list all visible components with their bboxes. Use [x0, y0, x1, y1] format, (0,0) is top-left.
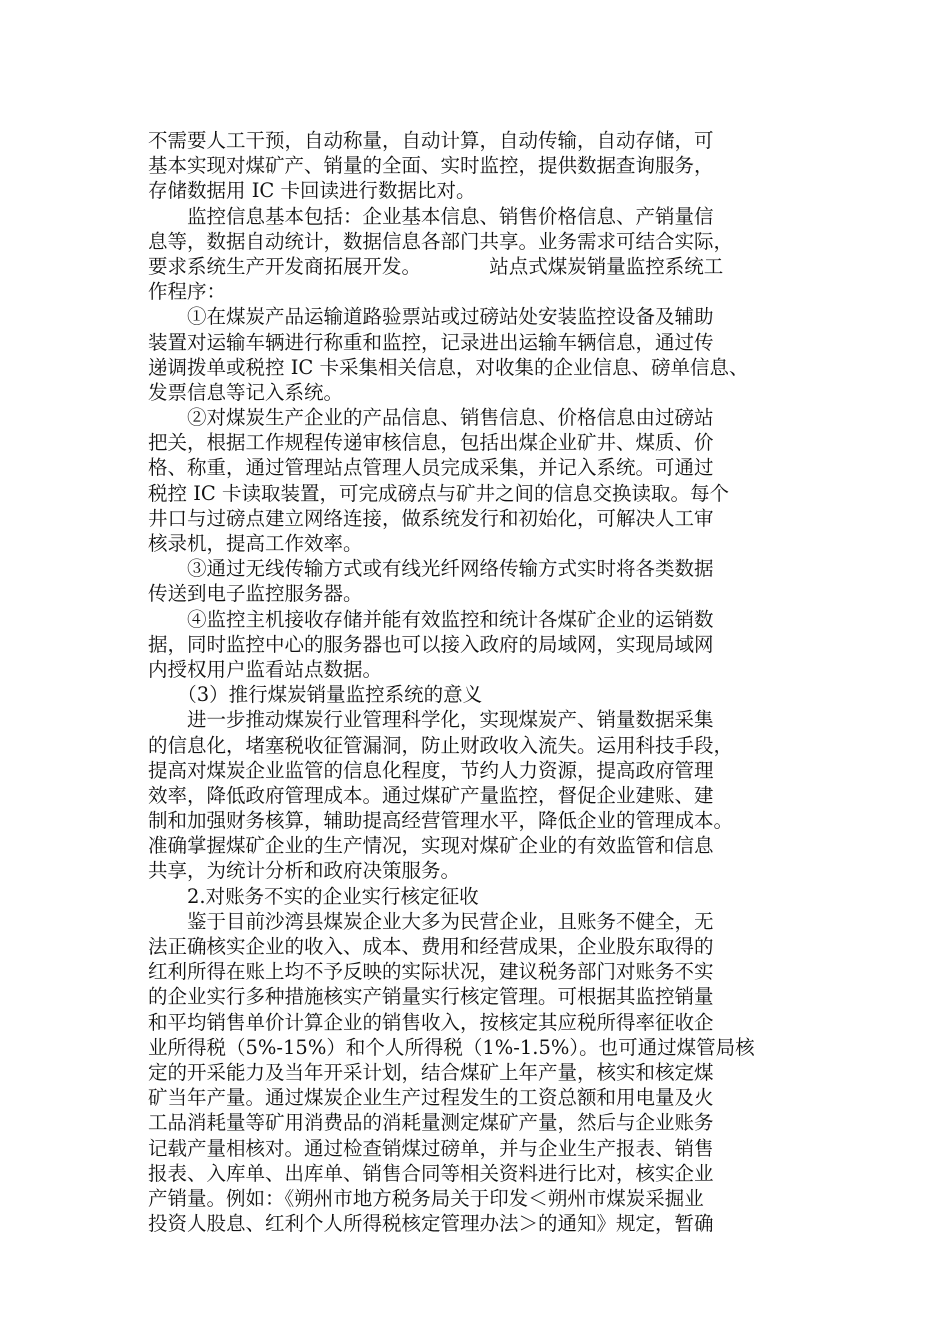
text-line: 把关，根据工作规程传递审核信息，包括出煤企业矿井、煤质、价: [148, 431, 714, 455]
text-line: 报表、入库单、出库单、销售合同等相关资料进行比对，核实企业: [148, 1161, 714, 1185]
text-line: 定的开采能力及当年开采计划，结合煤矿上年产量，核实和核定煤: [148, 1060, 714, 1084]
text-line: 不需要人工干预，自动称量，自动计算，自动传输，自动存储，可: [148, 129, 714, 152]
text-line: 制和加强财务核算，辅助提高经营管理水平，降低企业的管理成本。: [148, 809, 734, 833]
text-line: 2.对账务不实的企业实行核定征收: [148, 884, 479, 908]
text-line: 息等，数据自动统计，数据信息各部门共享。业务需求可结合实际，: [148, 229, 734, 253]
text-line: 税控 IC 卡读取装置，可完成磅点与矿井之间的信息交换读取。每个: [148, 481, 730, 505]
text-line: 提高对煤炭企业监管的信息化程度，节约人力资源，提高政府管理: [148, 758, 714, 782]
text-line: 法正确核实企业的收入、成本、费用和经营成果，企业股东取得的: [148, 935, 714, 958]
text-line: 装置对运输车辆进行称重和监控，记录进出运输车辆信息，通过传: [148, 330, 714, 354]
text-line: 据，同时监控中心的服务器也可以接入政府的局域网，实现局域网: [148, 632, 714, 656]
text-line: 共享，为统计分析和政府决策服务。: [148, 859, 461, 883]
text-line: 发票信息等记入系统。: [148, 380, 344, 404]
text-line: 的企业实行多种措施核实产销量实行核定管理。可根据其监控销量: [148, 985, 714, 1009]
text-line: （3）推行煤炭销量监控系统的意义: [148, 683, 483, 707]
text-line: 格、称重，通过管理站点管理人员完成采集，并记入系统。可通过: [148, 456, 714, 480]
text-line: 井口与过磅点建立网络连接，做系统发行和初始化，可解决人工审: [148, 506, 714, 530]
text-line: ②对煤炭生产企业的产品信息、销售信息、价格信息由过磅站: [148, 406, 714, 430]
text-line: 的信息化，堵塞税收征管漏洞，防止财政收入流失。运用科技手段，: [148, 733, 734, 757]
text-line: 内授权用户监看站点数据。: [148, 657, 383, 681]
text-line: 基本实现对煤矿产、销量的全面、实时监控，提供数据查询服务，: [148, 154, 714, 178]
text-line: 工品消耗量等矿用消费品的消耗量测定煤矿产量，然后与企业账务: [148, 1111, 714, 1135]
text-line: 鉴于目前沙湾县煤炭企业大多为民营企业，且账务不健全，无: [148, 909, 714, 933]
text-line: 业所得税（5%-15%）和个人所得税（1%-1.5%）。也可通过煤管局核: [148, 1035, 755, 1059]
text-line: 产销量。例如：《朔州市地方税务局关于印发＜朔州市煤炭采掘业: [148, 1186, 704, 1210]
text-line: 记载产量相核对。通过检查销煤过磅单，并与企业生产报表、销售: [148, 1136, 714, 1160]
text-line: 进一步推动煤炭行业管理科学化，实现煤炭产、销量数据采集: [148, 708, 714, 732]
text-line: 投资人股息、红利个人所得税核定管理办法＞的通知》规定，暂确: [148, 1212, 714, 1236]
text-line: 准确掌握煤矿企业的生产情况，实现对煤矿企业的有效监管和信息: [148, 834, 714, 858]
text-line: ③通过无线传输方式或有线光纤网络传输方式实时将各类数据: [148, 557, 714, 581]
text-line: 传送到电子监控服务器。: [148, 582, 363, 606]
text-line: 存储数据用 IC 卡回读进行数据比对。: [148, 179, 476, 203]
text-line: 红利所得在账上均不予反映的实际状况，建议税务部门对账务不实: [148, 960, 714, 984]
text-line: 和平均销售单价计算企业的销售收入，按核定其应税所得率征收企: [148, 1010, 714, 1034]
text-line: 递调拨单或税控 IC 卡采集相关信息，对收集的企业信息、磅单信息、: [148, 355, 749, 379]
text-line: 核录机，提高工作效率。: [148, 532, 363, 555]
text-line: 作程序：: [148, 280, 227, 304]
text-line: 要求系统生产开发商拓展开发。 站点式煤炭销量监控系统工: [148, 254, 724, 278]
text-line: 矿当年产量。通过煤炭企业生产过程发生的工资总额和用电量及火: [148, 1086, 714, 1110]
body-text: [148, 128, 803, 1236]
text-line: 效率，降低政府管理成本。通过煤矿产量监控，督促企业建账、建: [148, 783, 714, 807]
text-line: ①在煤炭产品运输道路验票站或过磅站处安装监控设备及辅助: [148, 305, 714, 329]
text-line: 监控信息基本包括：企业基本信息、销售价格信息、产销量信: [148, 204, 714, 228]
text-line: ④监控主机接收存储并能有效监控和统计各煤矿企业的运销数: [148, 607, 714, 631]
